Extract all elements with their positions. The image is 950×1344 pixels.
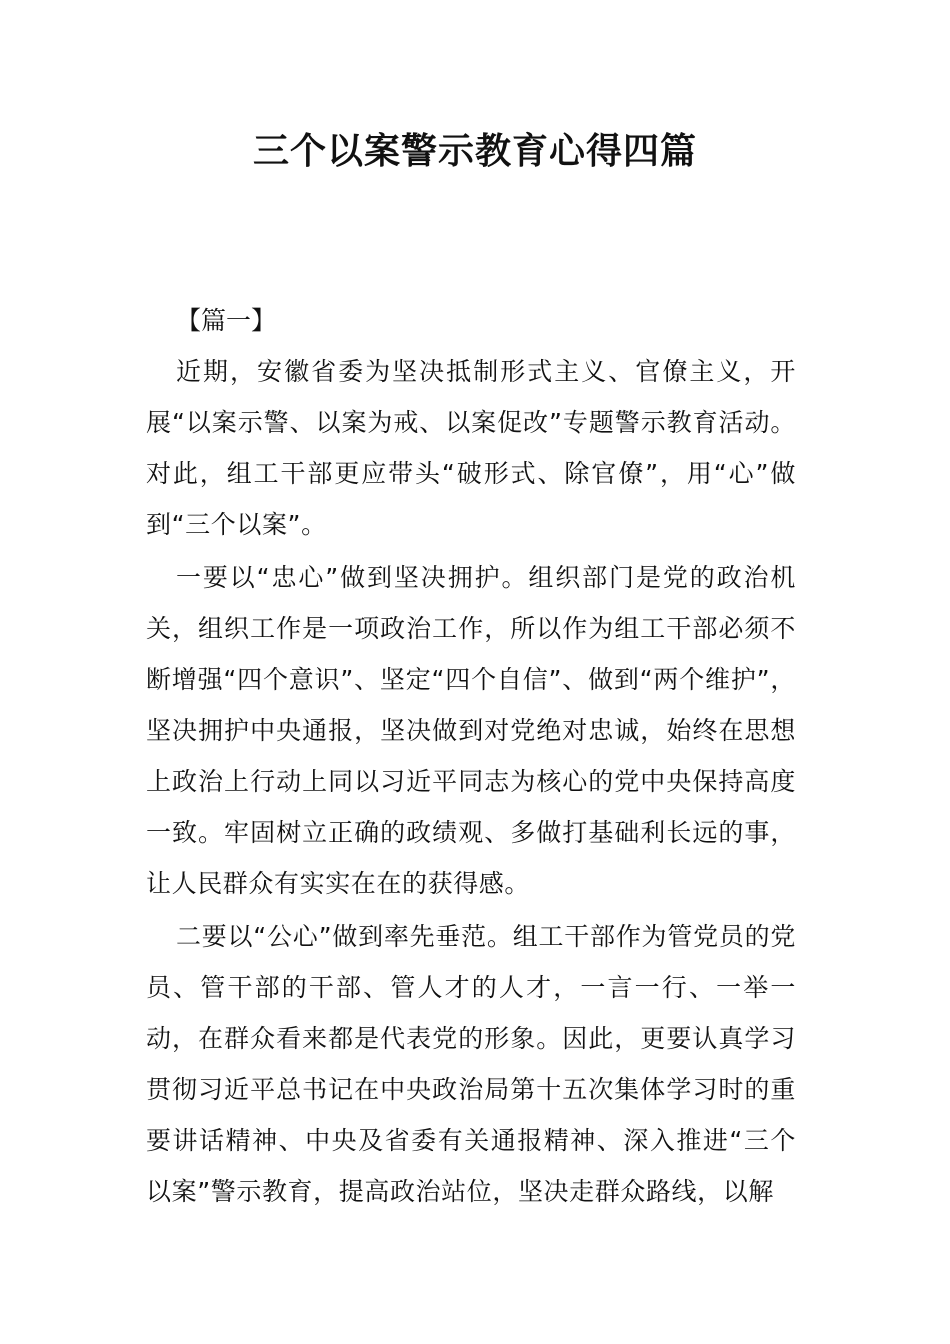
section-heading: 【篇一】 [176,306,277,335]
paragraph-public-spirit: 二要以“公心”做到率先垂范。组工干部作为管党员的党员、管干部的干部、管人才的人才，一言一行、一举一动，在群众看来都是代表党的形象。因此，更要认真学习贯彻习近平总书记在中央政治局第十五次集体学习时的重要讲话精神、中央及省委有关通报精神、深入推进“三个以案”警示教育，提高政治站位，坚决走群众路线，以解 [146,922,796,1206]
paragraph-intro: 近期，安徽省委为坚决抵制形式主义、官僚主义，开展“以案示警、以案为戒、以案促改”专题警示教育活动。对此，组工干部更应带头“破形式、除官僚”，用“心”做到“三个以案”。 [146,357,796,539]
document-body [146,295,796,1219]
paragraph-loyalty: 一要以“忠心”做到坚决拥护。组织部门是党的政治机关，组织工作是一项政治工作，所以作为组工干部必须不断增强“四个意识”、坚定“四个自信”、做到“两个维护”，坚决拥护中央通报，坚决做到对党绝对忠诚，始终在思想上政治上行动上同以习近平同志为核心的党中央保持高度一致。牢固树立正确的政绩观、多做打基础利长远的事，让人民群众有实实在在的获得感。 [146,563,796,898]
document-title: 三个以案警示教育心得四篇 [252,131,697,172]
